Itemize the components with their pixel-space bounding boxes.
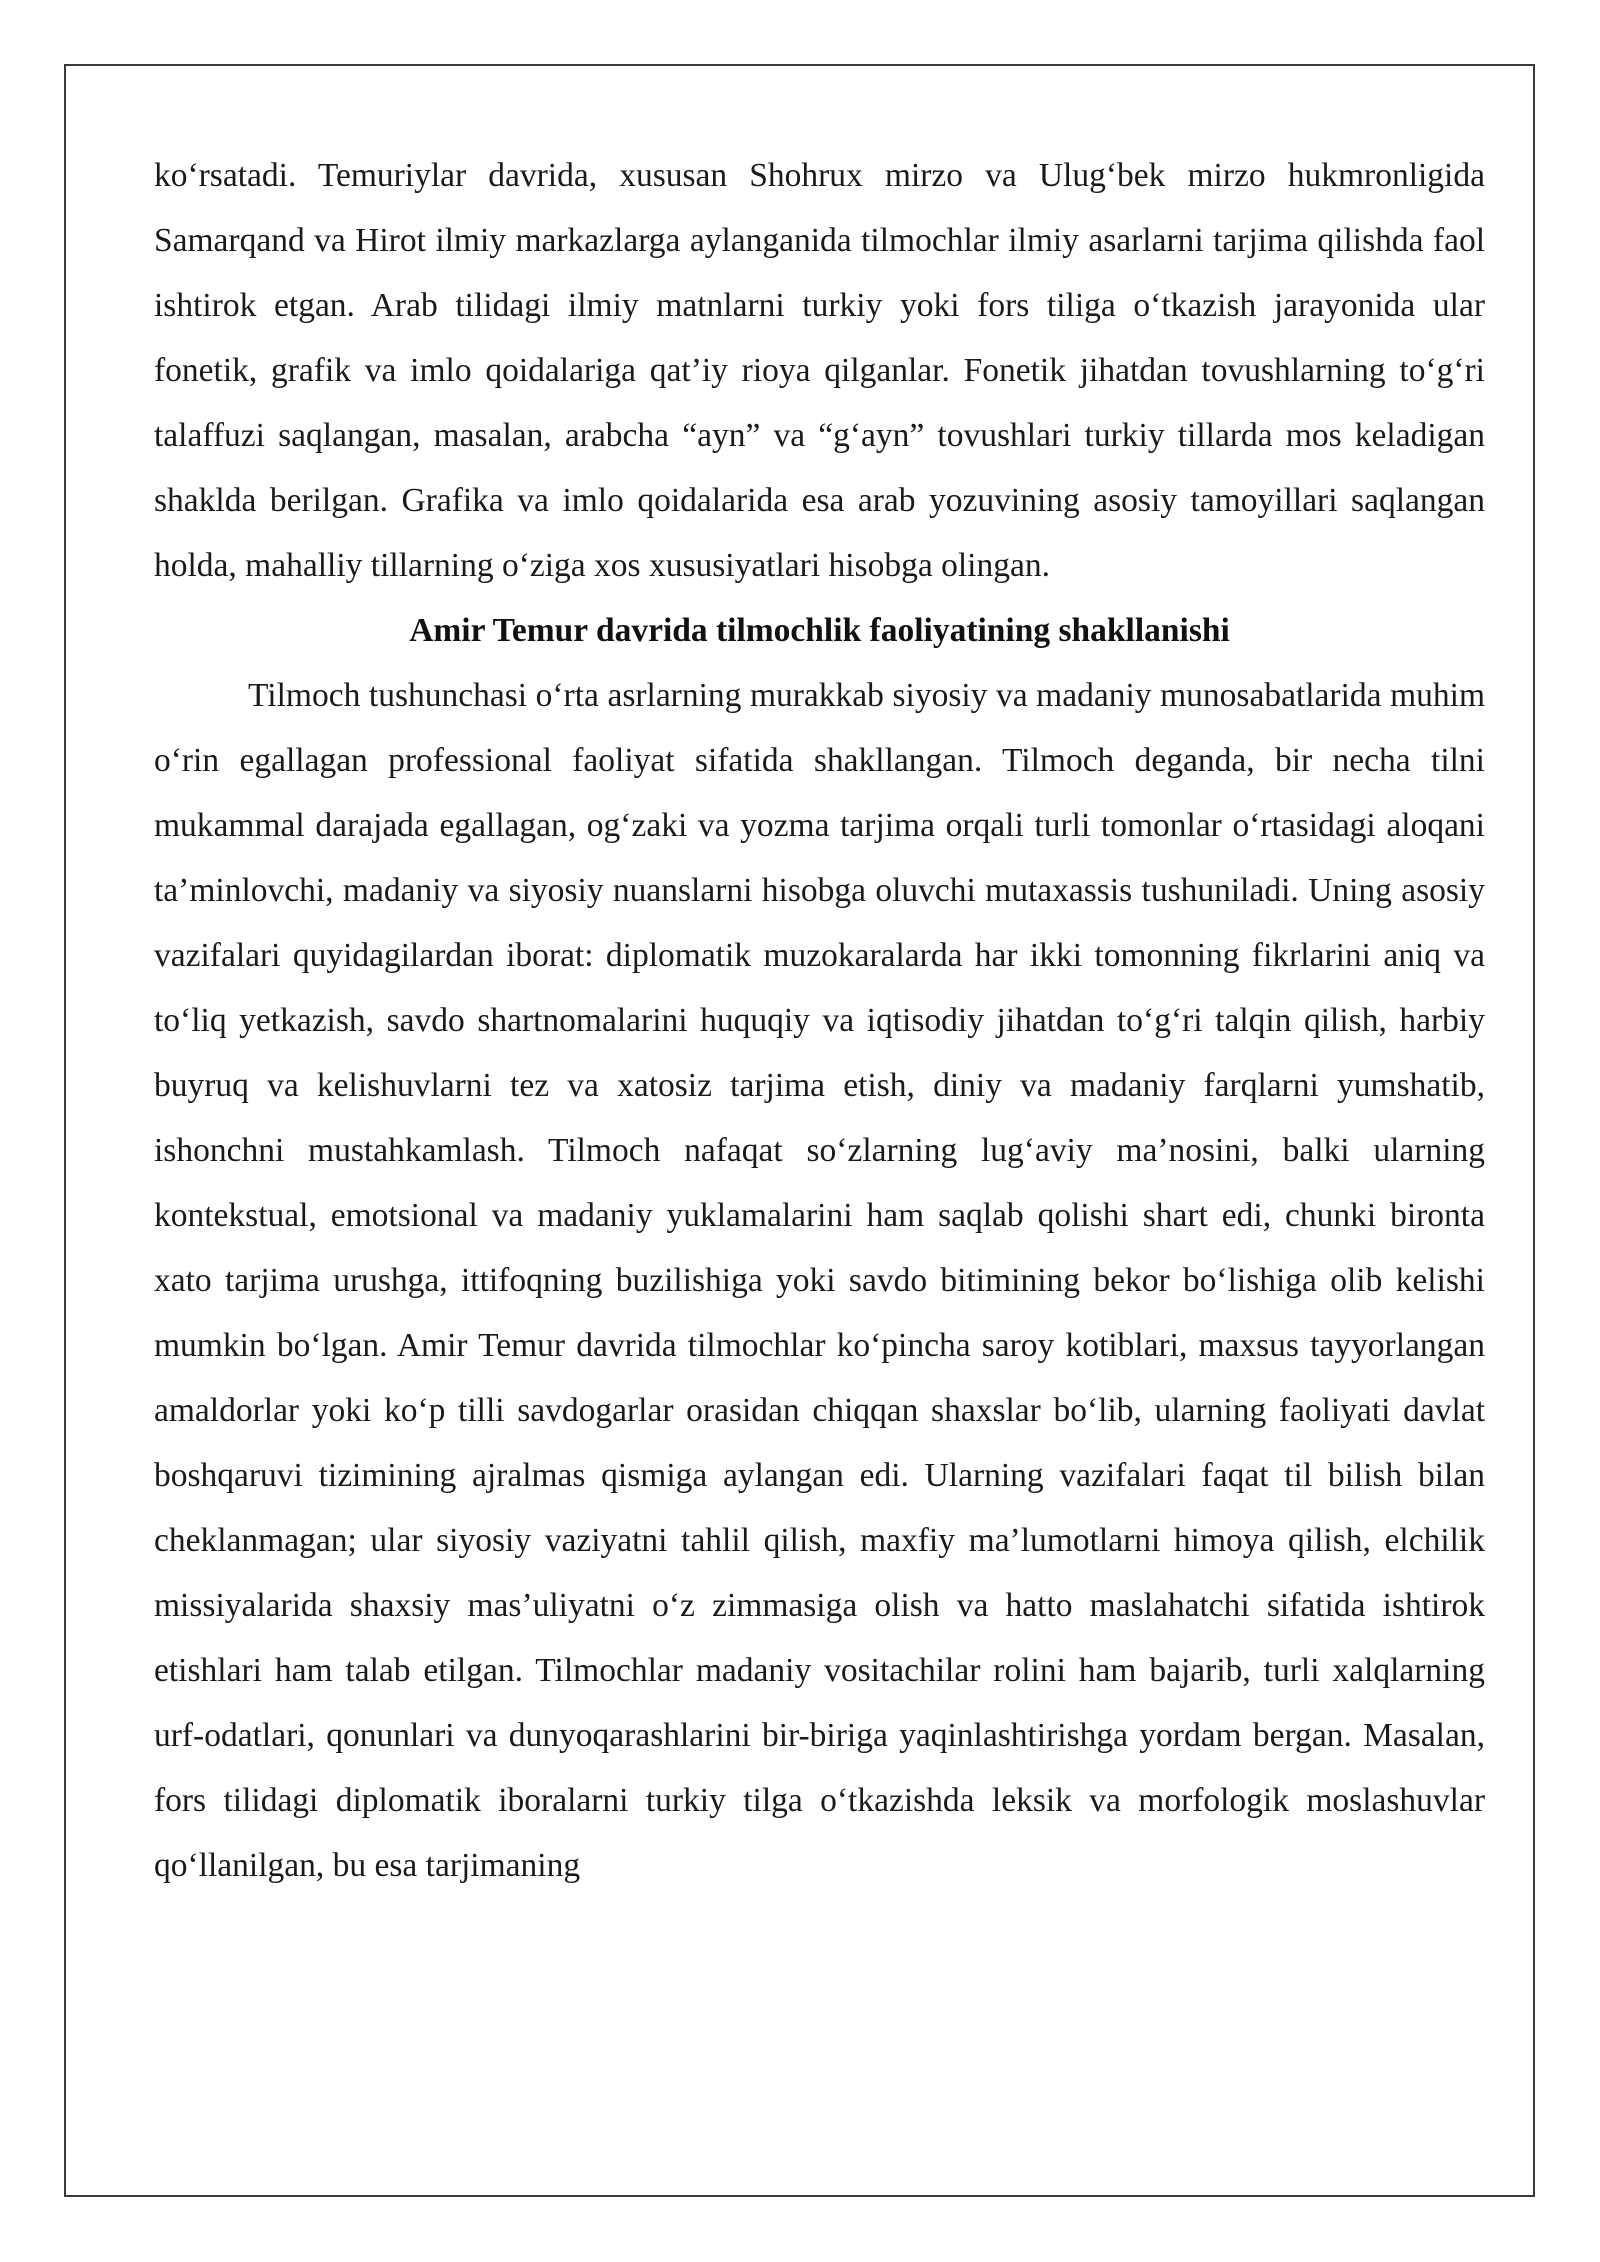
paragraph-tilmoch: Tilmoch tushunchasi o‘rta asrlarning murakkab siyosiy va madaniy munosabatlarida muhim o‘rin egallagan professional faoliyat sifatida shakllangan. Tilmoch deganda, bir necha tilni mukammal darajada egallagan, og‘zaki va yozma tarjima orqali turli tomonlar o‘rtasidagi aloqani ta’minlovchi, madaniy va siyosiy nuanslarni hisobga oluvchi mutaxassis tushuniladi. Uning asosiy vazifalari quyidagilardan iborat: diplomatik muzokaralarda har ikki tomonning fikrlarini aniq va to‘liq yetkazish, savdo shartnomalarini huquqiy va iqtisodiy jihatdan to‘g‘ri talqin qilish, harbiy buyruq va kelishuvlarni tez va xatosiz tarjima etish, diniy va madaniy farqlarni yumshatib, ishonchni mustahkamlash. Tilmoch nafaqat so‘zlarning lug‘aviy ma’nosini, balki ularning kontekstual, emotsional va madaniy yuklamalarini ham saqlab qolishi shart edi, chunki bironta xato tarjima urushga, ittifoqning buzilishiga yoki savdo bitimining bekor bo‘lishiga olib kelishi mumkin bo‘lgan. Amir Temur davrida tilmochlar ko‘pincha saroy kotiblari, maxsus tayyorlangan amaldorlar yoki ko‘p tilli savdogarlar orasidan chiqqan shaxslar bo‘lib, ularning faoliyati davlat boshqaruvi tizimining ajralmas qismiga aylangan edi. Ularning vazifalari faqat til bilish bilan cheklanmagan; ular siyosiy vaziyatni tahlil qilish, maxfiy ma’lumotlarni himoya qilish, elchilik missiyalarida shaxsiy mas’uliyatni o‘z zimmasiga olish va hatto maslahatchi sifatida ishtirok etishlari ham talab etilgan. Tilmochlar madaniy vositachilar rolini ham bajarib, turli xalqlarning urf-odatlari, qonunlari va dunyoqarashlarini bir-biriga yaqinlashtirishga yordam bergan. Masalan, fors tilidagi diplomatik iboralarni turkiy tilga o‘tkazishda leksik va morfologik moslashuvlar qo‘llanilgan, bu esa tarjimaning	[154, 677, 1485, 1884]
document-body	[154, 143, 1485, 1898]
section-heading: Amir Temur davrida tilmochlik faoliyatining shakllanishi	[409, 612, 1230, 649]
paragraph-continued: ko‘rsatadi. Temuriylar davrida, xususan Shohrux mirzo va Ulug‘bek mirzo hukmronligida Samarqand va Hirot ilmiy markazlarga aylanganida tilmochlar ilmiy asarlarni tarjima qilishda faol ishtirok etgan. Arab tilidagi ilmiy matnlarni turkiy yoki fors tiliga o‘tkazish jarayonida ular fonetik, grafik va imlo qoidalariga qat’iy rioya qilganlar. Fonetik jihatdan tovushlarning to‘g‘ri talaffuzi saqlangan, masalan, arabcha “ayn” va “g‘ayn” tovushlari turkiy tillarda mos keladigan shaklda berilgan. Grafika va imlo qoidalarida esa arab yozuvining asosiy tamoyillari saqlangan holda, mahalliy tillarning o‘ziga xos xususiyatlari hisobga olingan.	[154, 157, 1485, 584]
